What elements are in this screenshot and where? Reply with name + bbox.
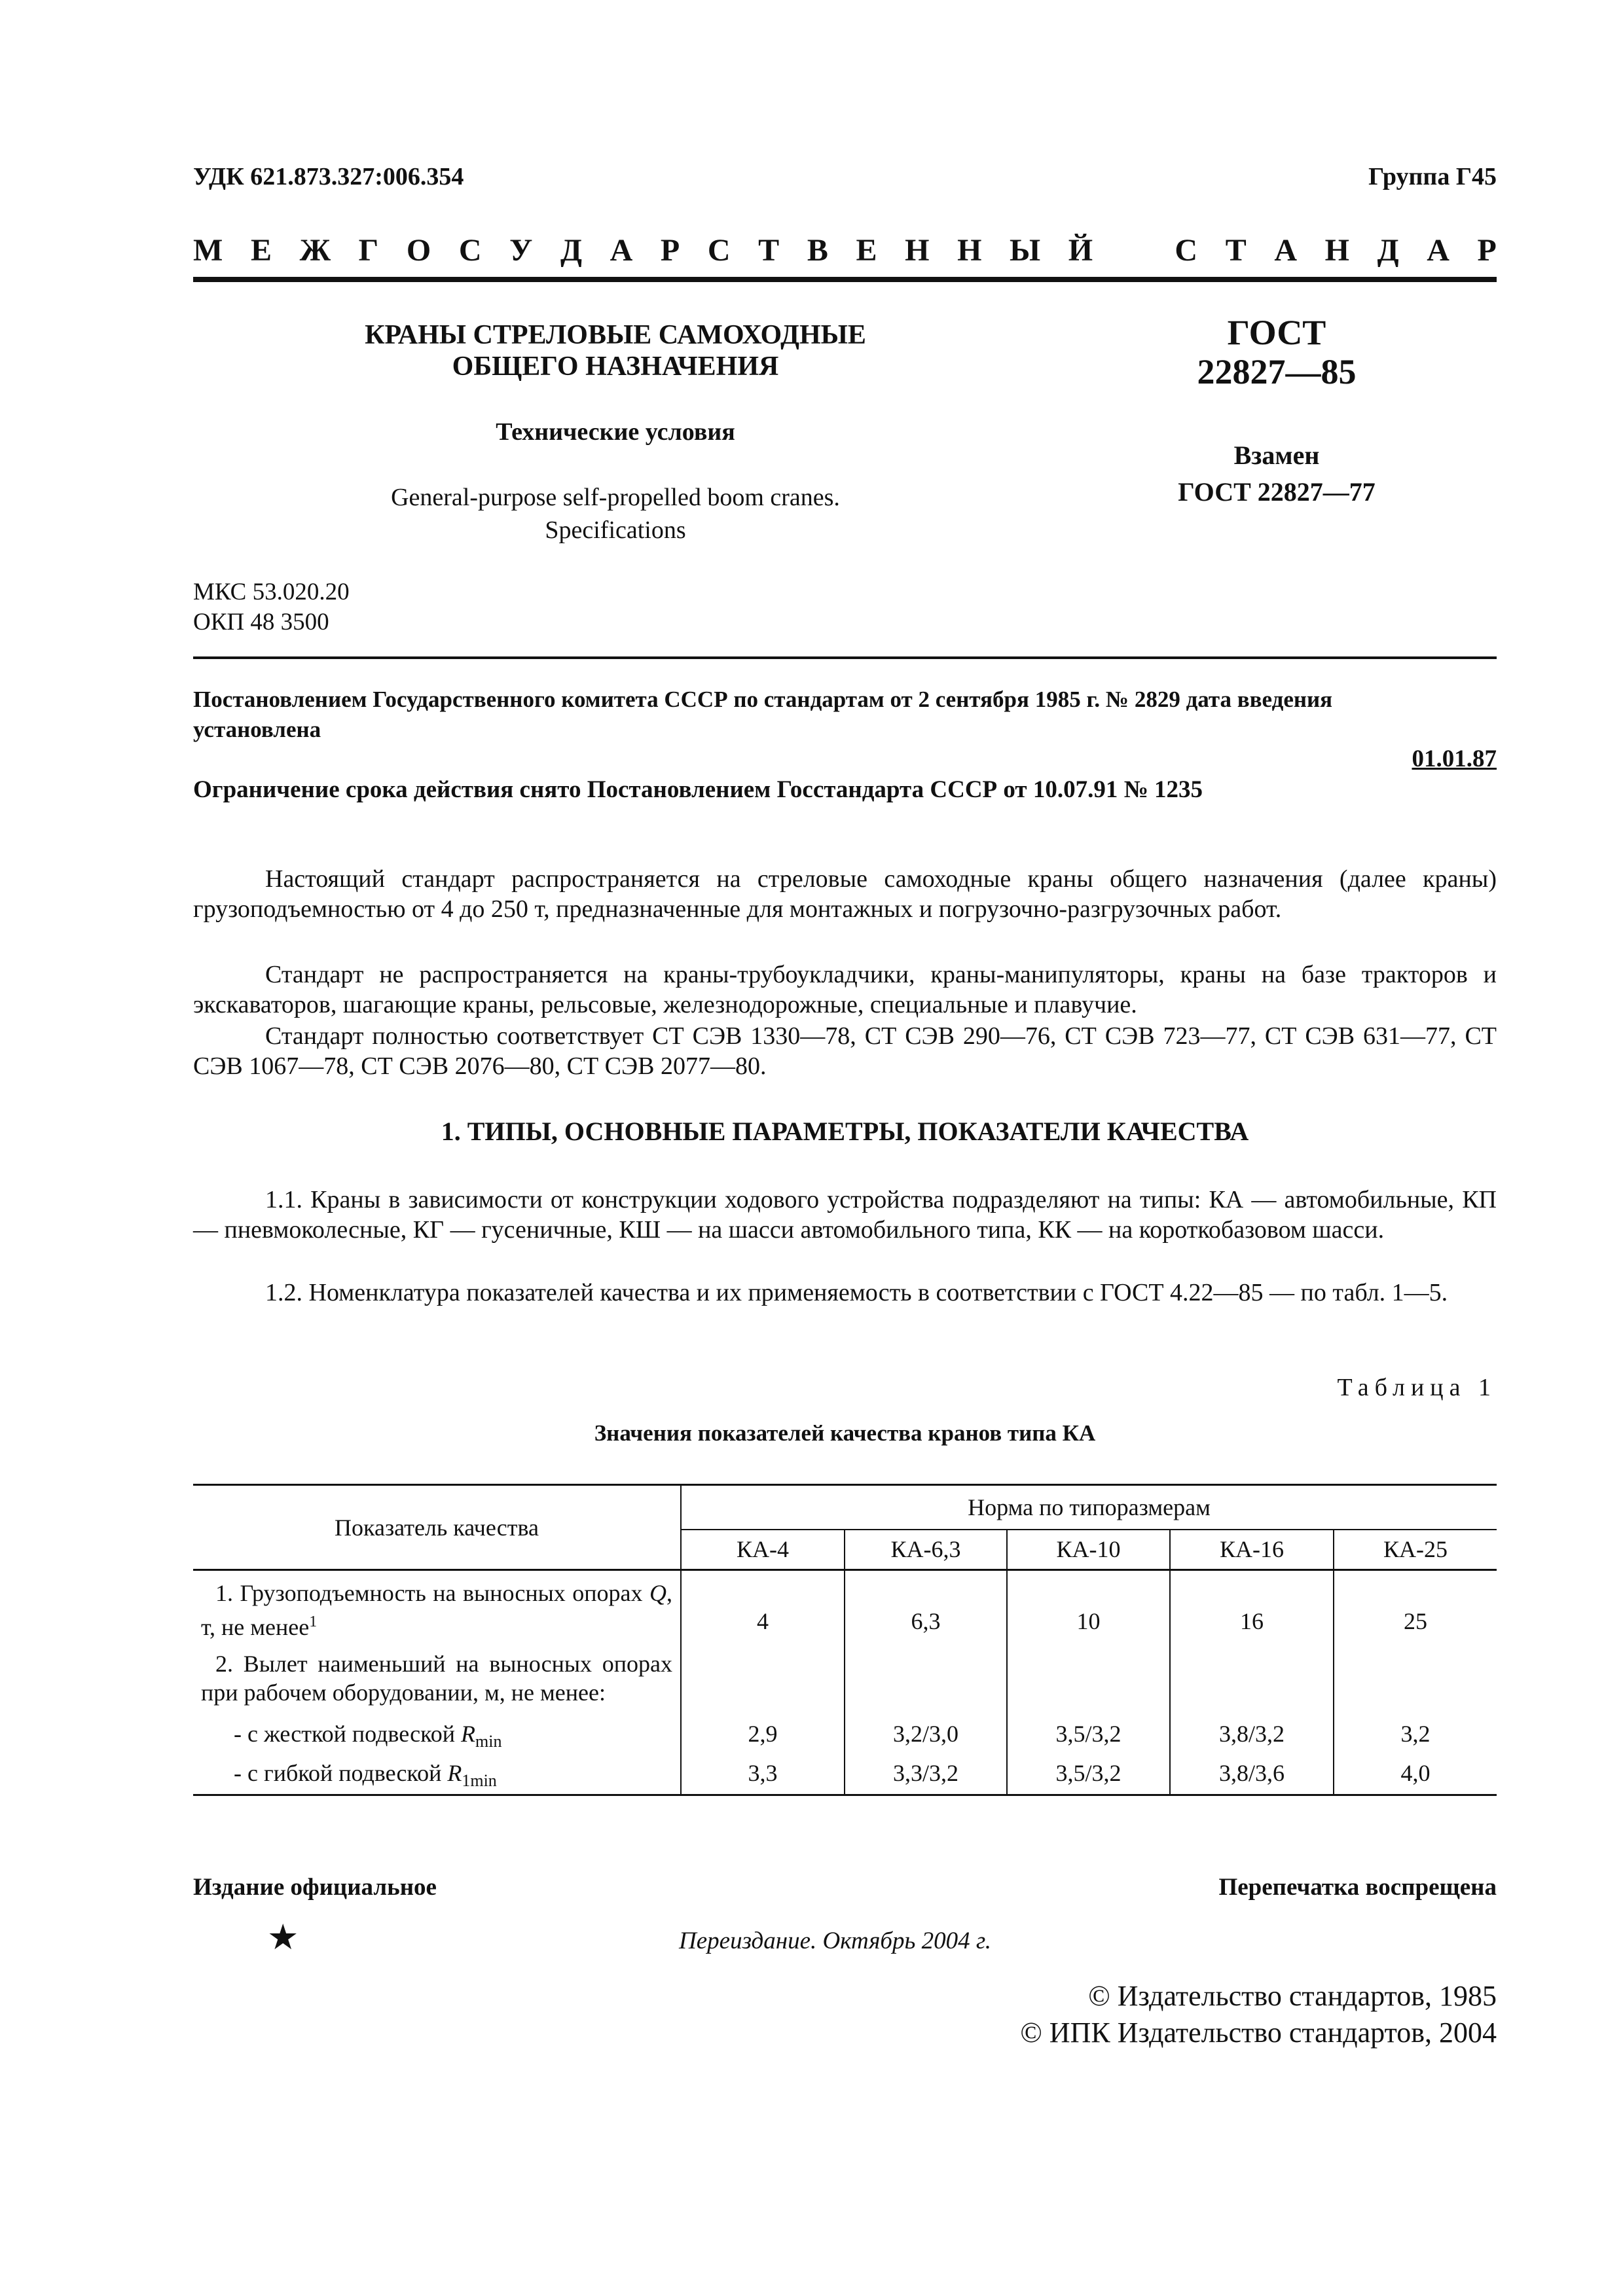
value-cell: 16 (1170, 1570, 1334, 1646)
decree-line: Постановлением Государственного комитета СССР по стандартам от 2 сентября 1985 г. № 2829 дата введения (193, 687, 1333, 712)
intro-paragraph (193, 960, 1497, 1020)
banner-letter: Н (905, 233, 930, 268)
standard-title (275, 319, 956, 382)
value-cell: 3,2 (1400, 1721, 1431, 1747)
intro-paragraph (193, 1021, 1497, 1081)
size-header: КА-25 (1334, 1530, 1497, 1570)
banner-letter: Р (1477, 233, 1497, 268)
banner-gap (1121, 232, 1147, 272)
replaces-label: Взамен (1233, 440, 1320, 470)
gost-number: 22827—85 (1197, 352, 1357, 391)
banner-letter: Н (957, 233, 982, 268)
decree-text (193, 685, 1497, 745)
table-header-row (193, 1485, 1497, 1530)
star-icon: ★ (267, 1916, 299, 1958)
reissue-note: Переиздание. Октябрь 2004 г. (679, 1928, 992, 1954)
indicator-subscript: 1min (462, 1771, 497, 1791)
section-paragraph (193, 1278, 1497, 1308)
size-header: КА-4 (681, 1530, 845, 1570)
footnote-mark: 1 (309, 1613, 318, 1630)
banner-letter: М (193, 233, 223, 268)
indicator-cell: 2. Вылет наименьший на выносных опорах при рабочем оборудовании, м, не менее: (193, 1645, 681, 1711)
banner-letter: С (458, 233, 482, 268)
banner-letter: Г (358, 233, 379, 268)
banner-letter: А (610, 233, 633, 268)
banner-letter: С (1175, 233, 1198, 268)
replaces-number: ГОСТ 22827—77 (1178, 477, 1376, 507)
banner-letter: Р (660, 233, 680, 268)
table-row (193, 1645, 1497, 1711)
indicator-cell (193, 1753, 681, 1795)
value-cell (1007, 1645, 1170, 1711)
banner-letter: Н (1324, 233, 1349, 268)
indicator-text: 1. Грузоподъемность на выносных опорах (215, 1580, 649, 1606)
gost-designation (1139, 313, 1414, 391)
indicator-symbol: R (461, 1721, 475, 1747)
classification-codes (193, 577, 350, 637)
value-cell (681, 1645, 845, 1711)
banner-letter: Д (1377, 233, 1399, 268)
norm-group-header: Норма по типоразмерам (681, 1485, 1497, 1530)
value-cell: 25 (1404, 1608, 1427, 1634)
banner-letter: Т (1225, 233, 1247, 268)
official-edition-label: Издание официальное (193, 1874, 437, 1901)
value-cell: 4 (681, 1570, 845, 1646)
title-line: КРАНЫ СТРЕЛОВЫЕ САМОХОДНЫЕ (365, 320, 866, 350)
value-cell: 3,8/3,6 (1170, 1753, 1334, 1795)
value-cell: 10 (1007, 1570, 1170, 1646)
size-header: КА-6,3 (845, 1530, 1007, 1570)
decree-line: установлена (193, 717, 321, 742)
value-cell: 3,8/3,2 (1170, 1711, 1334, 1753)
paragraph-text: Стандарт не распространяется на краны-трубоукладчики, краны-манипуляторы, краны на базе тракторов и экскаваторов, шагающие краны, рельсовые, железнодорожные, специальные и плавучие. (193, 961, 1497, 1018)
size-header: КА-16 (1170, 1530, 1334, 1570)
value-cell: 3,3 (681, 1753, 845, 1795)
paragraph-text: 1.1. Краны в зависимости от конструкции ходового устройства подразделяют на типы: КА — автомобильные, КП — пневмоколесные, КГ — гусеничные, КШ — на шасси автомобильного типа, КК — на короткобазовом шасси. (193, 1186, 1497, 1244)
title-line: ОБЩЕГО НАЗНАЧЕНИЯ (452, 351, 779, 382)
value-cell: 3,5/3,2 (1007, 1711, 1170, 1753)
paragraph-text: Стандарт полностью соответствует СТ СЭВ 1330—78, СТ СЭВ 290—76, СТ СЭВ 723—77, СТ СЭВ 631—77, СТ СЭВ 1067—78, СТ СЭВ 2076—80, СТ СЭВ 2077—80. (193, 1022, 1497, 1080)
replaces-block (1139, 437, 1414, 511)
table-row (193, 1570, 1497, 1646)
banner-letter: А (1427, 233, 1450, 268)
indicator-text: - с гибкой подвеской (234, 1760, 448, 1786)
banner-letter: О (406, 233, 431, 268)
indicator-symbol: Q (649, 1580, 666, 1606)
english-title-line: Specifications (545, 516, 686, 544)
value-cell: 3,3/3,2 (845, 1753, 1007, 1795)
value-cell (845, 1645, 1007, 1711)
limitation-note: Ограничение срока действия снято Постановлением Госстандарта СССР от 10.07.91 № 1235 (193, 776, 1203, 803)
indicator-cell (193, 1570, 681, 1646)
value-cell (1334, 1645, 1497, 1711)
indicator-cell (193, 1711, 681, 1753)
indicator-column-header: Показатель качества (193, 1485, 681, 1570)
banner-letter: С (707, 233, 731, 268)
banner-letter: Д (560, 233, 582, 268)
banner-letter: Е (856, 233, 877, 268)
copyright-block (907, 1978, 1497, 2051)
table-label: Таблица 1 (1337, 1374, 1497, 1401)
value-cell (1170, 1645, 1334, 1711)
copyright-line: © Издательство стандартов, 1985 (1088, 1980, 1497, 2012)
group-code: Группа Г45 (1368, 163, 1497, 190)
indicator-text: , т, не менее (201, 1580, 672, 1640)
introduction-date: 01.01.87 (1412, 745, 1497, 772)
okp-code: ОКП 48 3500 (193, 609, 329, 636)
section-paragraph (193, 1185, 1497, 1245)
english-title (275, 481, 956, 547)
value-cell: 3,5/3,2 (1007, 1753, 1170, 1795)
standard-subtitle: Технические условия (496, 418, 735, 446)
section-heading: 1. ТИПЫ, ОСНОВНЫЕ ПАРАМЕТРЫ, ПОКАЗАТЕЛИ КАЧЕСТВА (441, 1117, 1249, 1146)
table-caption: Значения показателей качества кранов типа КА (594, 1420, 1096, 1446)
value-cell: 3,2/3,0 (845, 1711, 1007, 1753)
banner-letter: Ы (1010, 233, 1041, 268)
title-rule (193, 656, 1497, 659)
paragraph-text: Настоящий стандарт распространяется на стреловые самоходные краны общего назначения (далее краны) грузоподъемностью от 4 до 250 т, предназначенные для монтажных и погрузочно-разгрузочных работ. (193, 865, 1497, 923)
intro-paragraph (193, 864, 1497, 924)
gost-label: ГОСТ (1227, 313, 1326, 352)
reprint-prohibited-label: Перепечатка воспрещена (1218, 1874, 1497, 1901)
banner-letter: Е (250, 233, 272, 268)
indicator-symbol: R (447, 1760, 462, 1786)
banner-letter: Й (1068, 233, 1093, 268)
value-cell: 6,3 (845, 1570, 1007, 1646)
banner-letter: Т (758, 233, 780, 268)
udc-code: УДК 621.873.327:006.354 (193, 163, 464, 190)
interstate-standard-banner (193, 232, 1497, 272)
table-row (193, 1753, 1497, 1795)
banner-letter: Ж (299, 233, 331, 268)
copyright-line: © ИПК Издательство стандартов, 2004 (1020, 2017, 1497, 2049)
english-title-line: General-purpose self-propelled boom cranes. (391, 484, 840, 511)
value-cell: 2,9 (681, 1711, 845, 1753)
mks-code: МКС 53.020.20 (193, 579, 350, 605)
indicator-text: - с жесткой подвеской (234, 1721, 461, 1747)
banner-letter: У (509, 233, 533, 268)
indicator-subscript: min (475, 1732, 502, 1751)
quality-indicators-table (193, 1484, 1497, 1796)
size-header: КА-10 (1007, 1530, 1170, 1570)
value-cell: 4,0 (1334, 1753, 1497, 1795)
paragraph-text: 1.2. Номенклатура показателей качества и их применяемость в соответствии с ГОСТ 4.22—85 — по табл. 1—5. (265, 1279, 1448, 1306)
banner-letter: В (807, 233, 828, 268)
banner-letter: А (1274, 233, 1297, 268)
banner-rule (193, 277, 1497, 282)
table-row (193, 1711, 1497, 1753)
